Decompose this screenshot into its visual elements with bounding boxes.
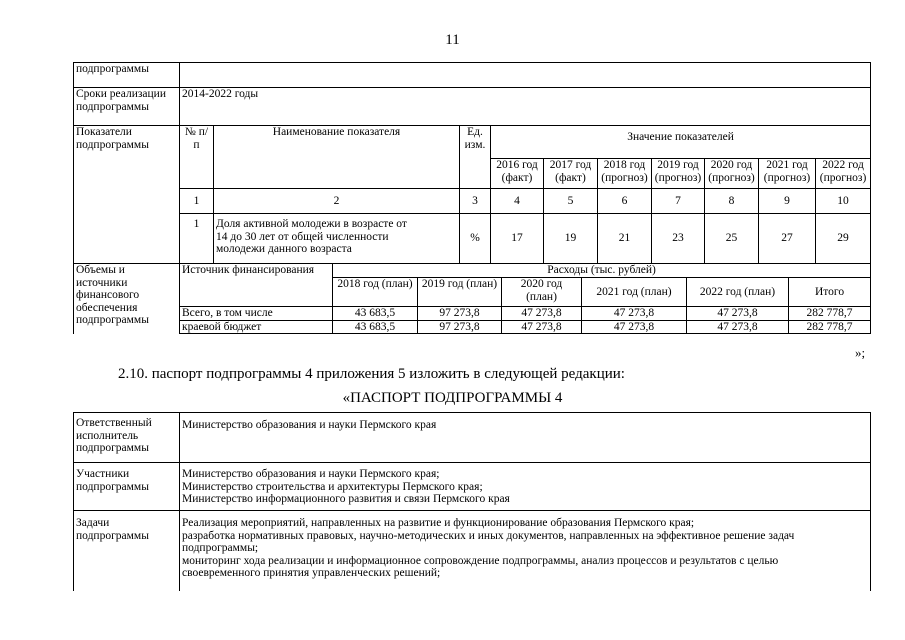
funding-source: Всего, в том числе (180, 307, 333, 321)
executor-value: Министерство образования и науки Пермского края (180, 413, 871, 463)
funding-year-header: 2021 год (план) (582, 278, 687, 307)
tasks-label: Задачи подпрограммы (74, 511, 180, 591)
col-index: 4 (491, 189, 544, 214)
indicators-table (73, 125, 871, 264)
col-index: 1 (180, 189, 214, 214)
indicator-name: Доля активной молодежи в возрасте от 14 до 30 лет от общей численности молодежи данного возраста (214, 214, 460, 264)
funding-total: 282 778,7 (789, 320, 871, 334)
col-index: 2 (214, 189, 460, 214)
prev-row-value (180, 63, 871, 88)
col-name-header: Наименование показателя (214, 126, 460, 189)
indicator-value: 17 (491, 214, 544, 264)
funding-year-header: 2022 год (план) (687, 278, 789, 307)
section-heading: 2.10. паспорт подпрограммы 4 приложения 5 изложить в следующей редакции: (118, 366, 625, 382)
list-item: мониторинг хода реализации и информационное сопровождение подпрограммы, анализ процессов и результатов с целью своевременного принятия управленческих решений; (182, 554, 779, 579)
funding-value: 97 273,8 (418, 320, 502, 334)
funding-source: краевой бюджет (180, 320, 333, 334)
year-header: 2017 год (факт) (544, 159, 598, 189)
table-row (74, 307, 871, 321)
col-index: 10 (816, 189, 871, 214)
funding-value: 43 683,5 (333, 320, 418, 334)
year-header: 2018 год (прогноз) (598, 159, 652, 189)
funding-total: 282 778,7 (789, 307, 871, 321)
funding-expenses-header: Расходы (тыс. рублей) (333, 264, 871, 278)
passport-table (73, 412, 871, 591)
col-num-header: № п/п (180, 126, 214, 189)
list-item: Министерство информационного развития и связи Пермского края (182, 493, 510, 505)
funding-label: Объемы и источники финансового обеспечения подпрограммы (74, 264, 180, 334)
indicator-value: 23 (652, 214, 705, 264)
funding-total-header: Итого (789, 278, 871, 307)
participants-label: Участники подпрограммы (74, 463, 180, 511)
indicator-value: 29 (816, 214, 871, 264)
year-header: 2016 год (факт) (491, 159, 544, 189)
list-item: Реализация мероприятий, направленных на развитие и функционирование образования Пермского края; (182, 517, 695, 529)
list-item: Министерство образования и науки Пермского края; (182, 468, 440, 480)
col-index: 7 (652, 189, 705, 214)
funding-table (73, 263, 871, 334)
funding-source-header: Источник финансирования (180, 264, 333, 307)
prev-row-label: подпрограммы (74, 63, 180, 88)
participants-value (180, 463, 871, 511)
funding-value: 47 273,8 (502, 307, 582, 321)
year-header: 2021 год (прогноз) (759, 159, 816, 189)
funding-value: 47 273,8 (582, 307, 687, 321)
col-values-header: Значение показателей (491, 126, 871, 159)
funding-year-header: 2020 год (план) (502, 278, 582, 307)
list-item: разработка нормативных правовых, научно-методических и иных документов, направленных на эффективное решение задач подпрограммы; (182, 529, 795, 554)
indicator-value: 25 (705, 214, 759, 264)
subprogram-table-top (73, 62, 871, 126)
terms-value: 2014-2022 годы (180, 88, 871, 126)
indicator-value: 19 (544, 214, 598, 264)
indicators-label: Показатели подпрограммы (74, 126, 180, 264)
year-header: 2019 год (прогноз) (652, 159, 705, 189)
passport-title: «ПАСПОРТ ПОДПРОГРАММЫ 4 (342, 390, 563, 406)
indicator-num: 1 (180, 214, 214, 264)
indicator-unit: % (460, 214, 491, 264)
funding-year-header: 2018 год (план) (333, 278, 418, 307)
col-index: 6 (598, 189, 652, 214)
list-item: Министерство строительства и архитектуры Пермского края; (182, 480, 483, 493)
col-index: 5 (544, 189, 598, 214)
indicator-value: 27 (759, 214, 816, 264)
col-index: 8 (705, 189, 759, 214)
col-index: 3 (460, 189, 491, 214)
funding-value: 47 273,8 (582, 320, 687, 334)
terms-label: Сроки реализации подпрограммы (74, 88, 180, 126)
funding-value: 97 273,8 (418, 307, 502, 321)
col-unit-header: Ед. изм. (460, 126, 491, 189)
year-header: 2022 год (прогноз) (816, 159, 871, 189)
tasks-value (180, 511, 871, 591)
funding-value: 47 273,8 (502, 320, 582, 334)
year-header: 2020 год (прогноз) (705, 159, 759, 189)
table-row (74, 320, 871, 334)
quote-end: »; (855, 345, 866, 360)
col-index: 9 (759, 189, 816, 214)
funding-value: 47 273,8 (687, 307, 789, 321)
funding-value: 43 683,5 (333, 307, 418, 321)
funding-value: 47 273,8 (687, 320, 789, 334)
indicator-value: 21 (598, 214, 652, 264)
executor-label: Ответственный исполнитель подпрограммы (74, 413, 180, 463)
funding-year-header: 2019 год (план) (418, 278, 502, 307)
table-row (74, 214, 871, 264)
page-number: 11 (445, 32, 460, 48)
